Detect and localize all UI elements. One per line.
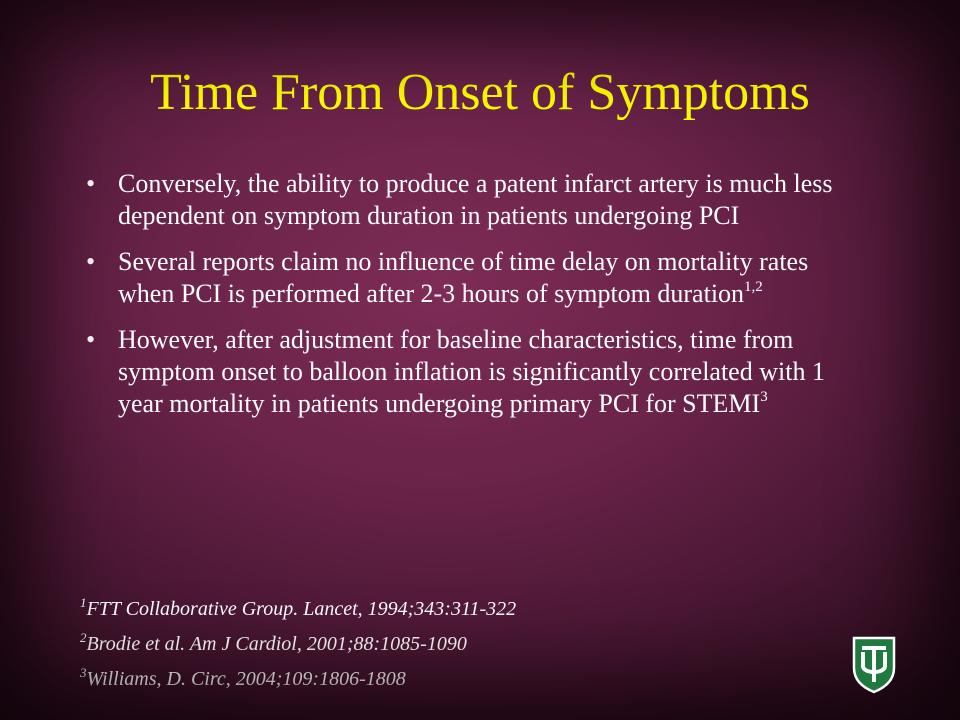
reference-item bbox=[80, 592, 700, 627]
bullet-text: Several reports claim no influence of time delay on mortality rates when PCI is performed after 2-3 hours of symptom duration bbox=[118, 247, 809, 308]
reference-number: 2 bbox=[80, 630, 87, 645]
reference-item bbox=[80, 627, 700, 662]
bullet-icon: • bbox=[86, 325, 96, 354]
bullet-text: Conversely, the ability to produce a patent infarct artery is much less dependent on symptom duration in patients undergoing PCI bbox=[118, 169, 833, 230]
reference-text: FTT Collaborative Group. Lancet, 1994;343:311-322 bbox=[86, 598, 517, 620]
bullet-icon: • bbox=[86, 169, 96, 198]
slide-title: Time From Onset of Symptoms bbox=[150, 64, 810, 121]
bullet-list bbox=[80, 168, 860, 434]
bullet-text: However, after adjustment for baseline characteristics, time from symptom onset to balloon inflation is significantly correlated with 1 year mortality in patients undergoing primary PCI for STEMI bbox=[118, 325, 825, 418]
bullet-item bbox=[80, 168, 860, 232]
citation-superscript: 3 bbox=[760, 389, 768, 405]
reference-text: Brodie et al. Am J Cardiol, 2001;88:1085-1090 bbox=[86, 633, 467, 655]
citation-superscript: 1,2 bbox=[744, 279, 763, 295]
bullet-item bbox=[80, 246, 860, 310]
reference-text: Williams, D. Circ, 2004;109:1806-1808 bbox=[86, 668, 406, 690]
tulane-shield-logo-icon bbox=[852, 636, 896, 694]
bullet-icon: • bbox=[86, 247, 96, 276]
bullet-item bbox=[80, 324, 860, 420]
reference-number: 3 bbox=[80, 665, 87, 680]
reference-number: 1 bbox=[80, 595, 87, 610]
references bbox=[80, 592, 700, 697]
reference-item bbox=[80, 662, 700, 697]
